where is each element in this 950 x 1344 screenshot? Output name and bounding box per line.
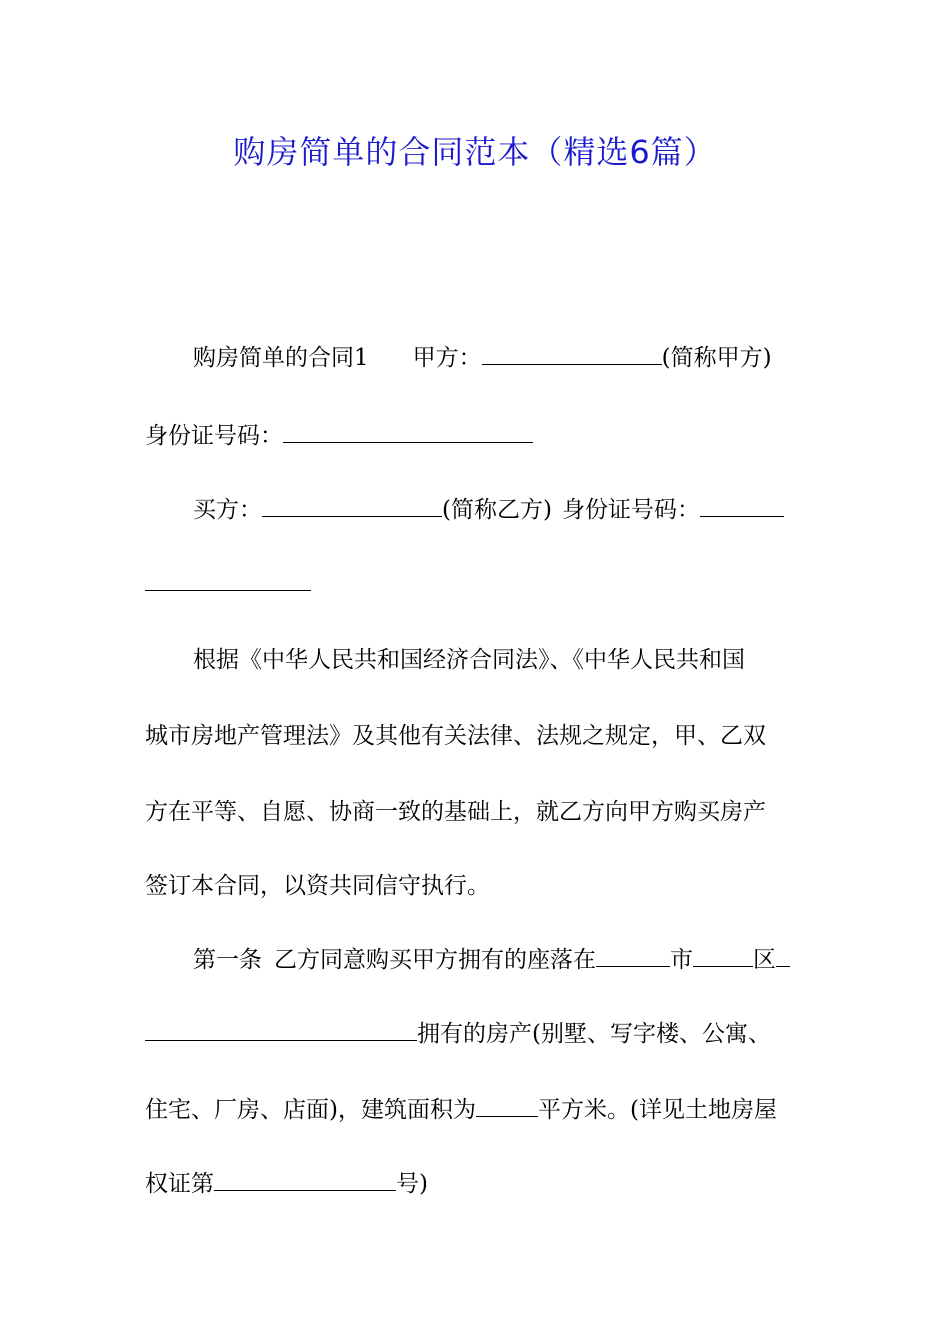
buyer-name-blank <box>262 492 442 517</box>
address-blank <box>145 1016 417 1041</box>
buyer-id-continued-line <box>145 566 810 602</box>
article-one-line-2 <box>145 1016 810 1052</box>
seller-abbr: (简称甲方) <box>661 345 772 371</box>
paragraph-heading-line <box>145 340 858 376</box>
preamble-line-4: 签订本合同，以资共同信守执行。 <box>145 873 490 899</box>
area-blank <box>476 1092 538 1117</box>
certificate-text-a: 权证第 <box>145 1171 214 1197</box>
article-one-line-1 <box>145 942 858 978</box>
property-type-text: 拥有的房产(别墅、写字楼、公寓、 <box>417 1021 771 1047</box>
preamble-line-2: 城市房地产管理法》及其他有关法律、法规之规定，甲、乙双 <box>145 723 766 749</box>
seller-id-label: 身份证号码： <box>145 423 283 449</box>
article-one-line-3 <box>145 1092 810 1128</box>
contract-heading: 购房简单的合同1 <box>193 345 369 371</box>
article-text-a: 乙方同意购买甲方拥有的座落在 <box>274 947 596 973</box>
buyer-label: 买方： <box>193 497 262 523</box>
buyer-id-blank <box>700 492 784 517</box>
document-title: 购房简单的合同范本（精选6篇） <box>233 133 717 171</box>
buyer-line <box>145 492 858 528</box>
city-label: 市 <box>670 947 693 973</box>
area-unit-text: 平方米。(详见土地房屋 <box>537 1097 777 1123</box>
seller-id-line <box>145 418 810 454</box>
building-area-text: 住宅、厂房、店面)，建筑面积为 <box>145 1097 476 1123</box>
article-number: 第一条 <box>193 947 262 973</box>
buyer-id-blank-continued <box>145 566 311 591</box>
preamble-line-1: 根据《中华人民共和国经济合同法》、《中华人民共和国 <box>193 647 745 673</box>
article-one-line-4 <box>145 1166 810 1202</box>
buyer-abbr: (简称乙方) <box>442 497 552 523</box>
buyer-id-label: 身份证号码： <box>561 497 700 523</box>
district-blank <box>693 942 753 967</box>
certificate-number-blank <box>214 1166 396 1191</box>
seller-name-blank <box>482 340 662 365</box>
district-label: 区 <box>753 947 776 973</box>
address-blank-start <box>776 942 790 967</box>
seller-label: 甲方： <box>412 345 482 371</box>
preamble-line-3: 方在平等、自愿、协商一致的基础上，就乙方向甲方购买房产 <box>145 799 766 825</box>
seller-id-blank <box>283 418 533 443</box>
city-blank <box>596 942 670 967</box>
certificate-text-b: 号) <box>396 1171 428 1197</box>
